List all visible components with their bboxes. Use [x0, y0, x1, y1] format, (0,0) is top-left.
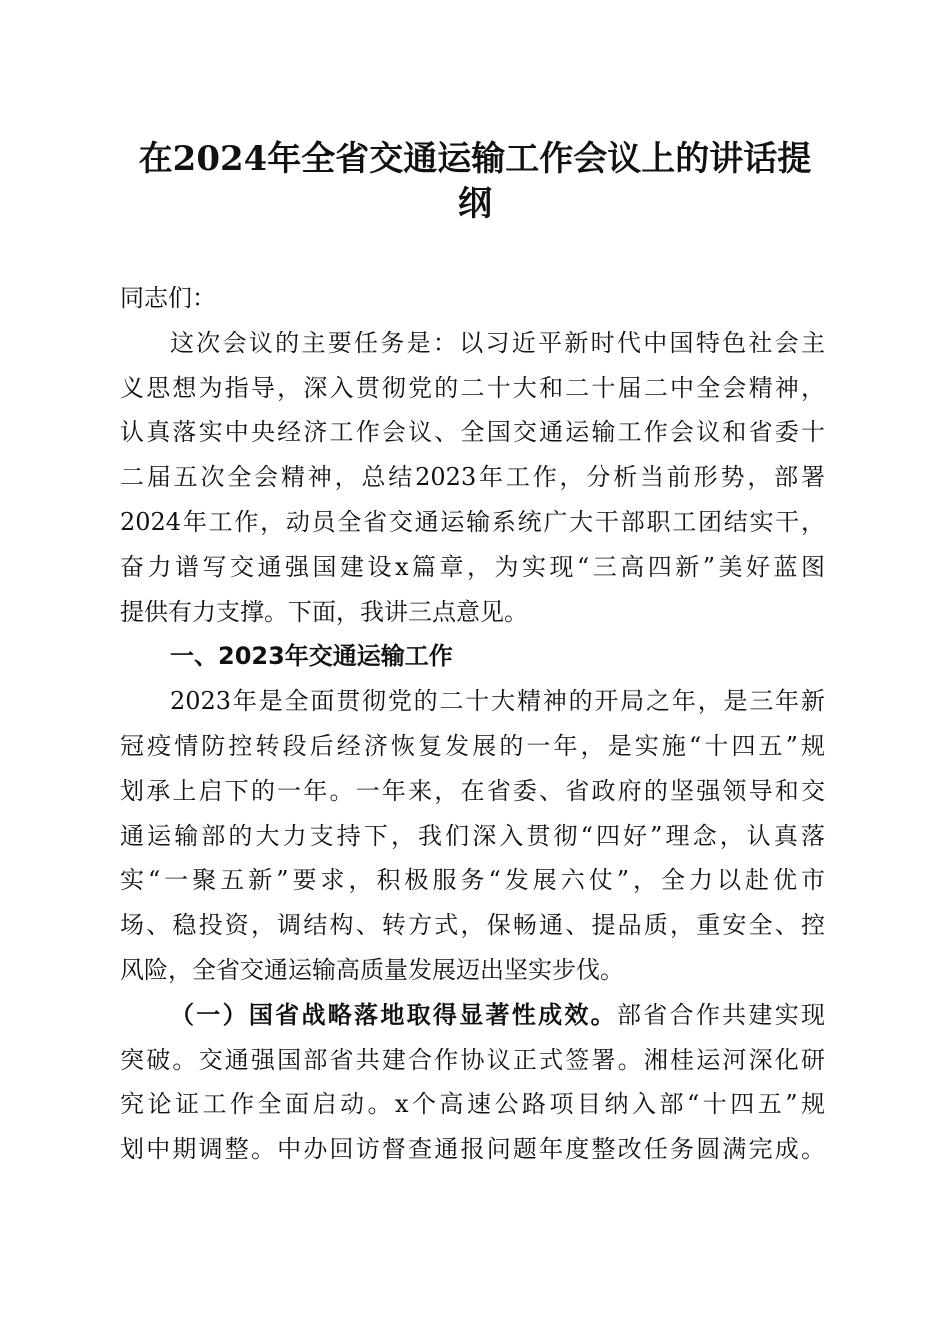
paragraph-2023-summary [120, 679, 825, 993]
text-line: 这次会议的主要任务是：以习近平新时代中国特色社会主 [170, 328, 825, 357]
section-heading: 一、2023年交通运输工作 [170, 642, 453, 671]
text-line [120, 993, 825, 1038]
document-title [110, 137, 840, 227]
text-line: 冠疫情防控转段后经济恢复发展的一年，是实施“十四五”规 [120, 731, 825, 760]
text-line: 认真落实中央经济工作会议、全国交通运输工作会议和省委十 [120, 418, 825, 447]
text-line: 2023年是全面贯彻党的二十大精神的开局之年，是三年新 [170, 687, 825, 716]
text-line: 场、稳投资，调结构、转方式，保畅通、提品质，重安全、控 [120, 911, 825, 940]
text-line: 风险，全省交通运输高质量发展迈出坚实步伐。 [120, 955, 624, 984]
document-body [120, 276, 825, 1172]
text-line: 究论证工作全面启动。x个高速公路项目纳入部“十四五”规 [120, 1090, 825, 1119]
text-line: 划中期调整。中办回访督查通报问题年度整改任务圆满完成。 [120, 1135, 825, 1164]
text-line: 二届五次全会精神，总结2023年工作，分析当前形势，部署 [120, 463, 825, 492]
text-line: 通运输部的大力支持下，我们深入贯彻“四好”理念，认真落 [120, 821, 825, 850]
text-line: 奋力谱写交通强国建设x篇章，为实现“三高四新”美好蓝图 [120, 552, 825, 581]
paragraph-intro [120, 321, 825, 635]
subheading: （一）国省战略落地取得显著性成效。 [170, 999, 617, 1029]
text-line: 义思想为指导，深入贯彻党的二十大和二十届二中全会精神， [120, 373, 825, 402]
text-line: 实“一聚五新”要求，积极服务“发展六仗”，全力以赴优市 [120, 866, 825, 895]
title-line: 纲 [458, 184, 492, 224]
paragraph-strategy [120, 993, 825, 1172]
salutation: 同志们： [120, 284, 216, 312]
text-line: 划承上启下的一年。一年来，在省委、省政府的坚强领导和交 [120, 776, 825, 805]
text-line: 提供有力支撑。下面，我讲三点意见。 [120, 597, 528, 626]
title-line: 在2024年全省交通运输工作会议上的讲话提 [138, 139, 812, 179]
text-line: 2024年工作，动员全省交通运输系统广大干部职工团结实干， [120, 507, 825, 536]
text-line: 突破。交通强国部省共建合作协议正式签署。湘桂运河深化研 [120, 1045, 825, 1074]
text-span: 部省合作共建实现 [616, 1000, 826, 1029]
